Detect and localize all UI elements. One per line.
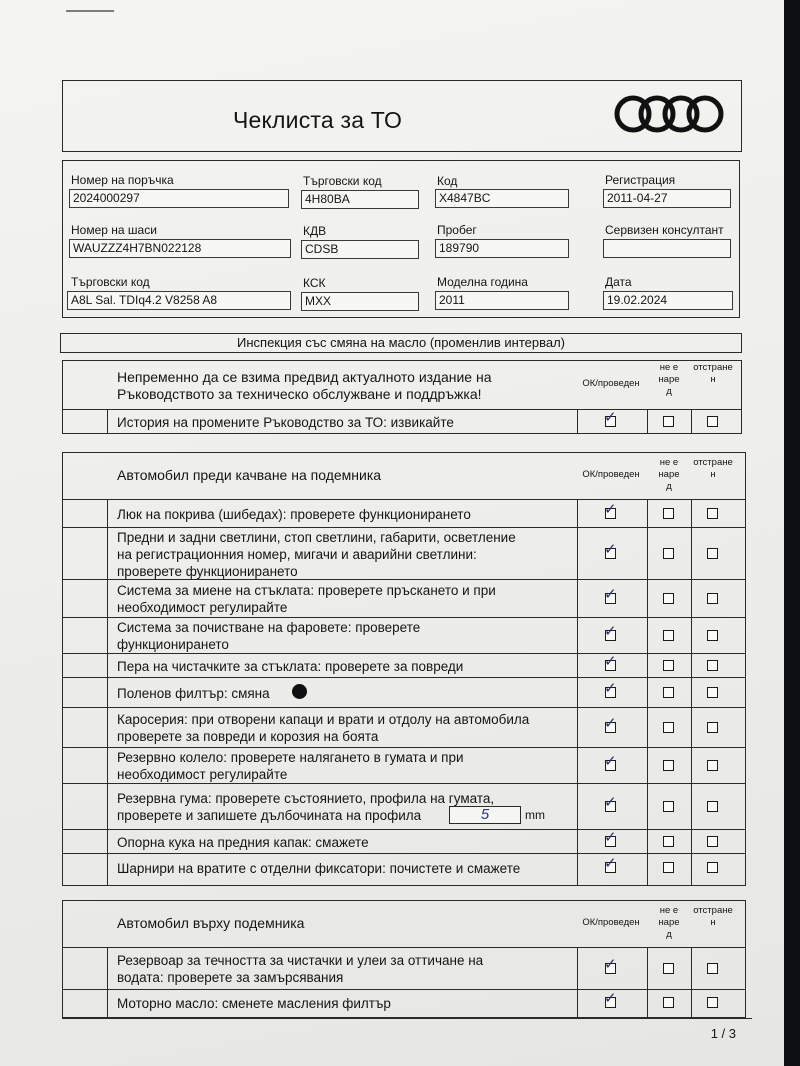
table-row <box>63 947 745 990</box>
not-done-checkbox[interactable] <box>663 722 674 733</box>
page-number: 1 / 3 <box>710 1026 736 1041</box>
column-fixed-header: отстране н <box>693 905 733 928</box>
fixed-checkbox[interactable] <box>707 548 718 559</box>
not-done-checkbox[interactable] <box>663 660 674 671</box>
footer-divider <box>62 1018 752 1019</box>
column-ok-header: ОК/проведен <box>582 378 640 389</box>
date-value: 19.02.2024 <box>603 291 733 310</box>
table-header-text: Непременно да се взима предвид актуалното издание на Ръководството за техническо обслужване и поддръжка! <box>117 369 492 402</box>
fixed-checkbox[interactable] <box>707 760 718 771</box>
fixed-checkbox[interactable] <box>707 630 718 641</box>
check-mark: ✓ <box>604 585 617 603</box>
ok-checkbox[interactable] <box>604 585 617 604</box>
not-done-checkbox[interactable] <box>663 801 674 812</box>
ok-checkbox[interactable] <box>604 679 617 698</box>
not-done-checkbox[interactable] <box>663 862 674 873</box>
check-mark: ✓ <box>604 989 617 1007</box>
table-header-text: Автомобил върху подемника <box>117 915 305 931</box>
column-divider <box>107 409 108 433</box>
not-done-checkbox[interactable] <box>663 836 674 847</box>
column-divider <box>647 947 648 1017</box>
fixed-checkbox[interactable] <box>707 593 718 604</box>
not-done-checkbox[interactable] <box>663 997 674 1008</box>
check-mark: ✓ <box>604 540 617 558</box>
column-fixed-header: отстране н <box>693 362 733 385</box>
trade-code-value: 4H80BA <box>301 190 419 209</box>
fixed-checkbox[interactable] <box>707 416 718 427</box>
column-divider <box>691 409 692 433</box>
not-done-checkbox[interactable] <box>663 548 674 559</box>
inspection-title: Инспекция със смяна на масло (променлив интервал) <box>60 333 742 353</box>
table-header-text: Автомобил преди качване на подемника <box>117 467 382 483</box>
registration-value: 2011-04-27 <box>603 189 731 208</box>
ksk-value: MXX <box>301 292 419 311</box>
row-text: Резервно колело: проверете налягането в гумата и при необходимост регулирайте <box>117 750 464 782</box>
code-value: X4847BC <box>435 189 569 208</box>
check-mark: ✓ <box>604 408 617 426</box>
check-mark: ✓ <box>604 714 617 732</box>
mileage-value: 189790 <box>435 239 569 258</box>
tread-depth-input[interactable]: 5 <box>449 806 521 824</box>
column-divider <box>691 499 692 885</box>
kdv-label: КДВ <box>303 224 327 238</box>
table-row <box>63 527 745 580</box>
ok-checkbox[interactable] <box>604 652 617 671</box>
registration-label: Регистрация <box>605 173 676 187</box>
table-row <box>63 653 745 678</box>
table-row <box>63 747 745 784</box>
row-text: Опорна кука на предния капак: смажете <box>117 834 369 850</box>
check-mark: ✓ <box>604 500 617 518</box>
model-year-label: Моделна година <box>437 275 528 289</box>
table-row <box>63 677 745 708</box>
row-text: Пера на чистачките за стъклата: проверете за повреди <box>117 658 464 674</box>
row-text: Резервна гума: проверете състоянието, профила на гумата, проверете и запишете дълбочината на профила <box>117 791 495 823</box>
ok-checkbox[interactable] <box>604 408 617 427</box>
kdv-value: CDSB <box>301 240 419 259</box>
not-done-checkbox[interactable] <box>663 508 674 519</box>
ok-checkbox[interactable] <box>604 828 617 847</box>
check-mark: ✓ <box>604 679 617 697</box>
row-text: Система за почистване на фаровете: проверете функционирането <box>117 620 421 652</box>
chassis-value: WAUZZZ4H7BN022128 <box>69 239 291 258</box>
table-row <box>63 409 741 434</box>
row-text: История на промените Ръководство за ТО: извикайте <box>117 414 454 430</box>
trade-code2-label: Търговски код <box>71 275 150 289</box>
audi-rings-logo <box>611 93 727 135</box>
column-divider <box>577 947 578 1017</box>
check-mark: ✓ <box>604 652 617 670</box>
row-text: Шарнири на вратите с отделни фиксатори: почистете и смажете <box>117 860 521 876</box>
ok-checkbox[interactable] <box>604 752 617 771</box>
tread-depth-unit: mm <box>525 808 545 822</box>
table-row <box>63 829 745 854</box>
column-not-done-header: не е наре д <box>658 362 680 397</box>
consultant-value <box>603 239 731 258</box>
vehicle-info-box <box>62 160 740 318</box>
column-divider <box>647 499 648 885</box>
table-row <box>63 579 745 618</box>
column-not-done-header: не е наре д <box>658 457 680 492</box>
check-mark: ✓ <box>604 622 617 640</box>
table-header <box>63 361 741 409</box>
model-year-value: 2011 <box>435 291 569 310</box>
table-row <box>63 783 745 830</box>
row-text: Система за миене на стъклата: проверете пръскането и при необходимост регулирайте <box>117 583 496 615</box>
fixed-checkbox[interactable] <box>707 862 718 873</box>
ok-checkbox[interactable] <box>604 793 617 812</box>
chassis-label: Номер на шаси <box>71 223 157 237</box>
trade-code-label: Търговски код <box>303 174 382 188</box>
fixed-checkbox[interactable] <box>707 687 718 698</box>
order-label: Номер на поръчка <box>71 173 174 187</box>
header-box <box>62 80 742 152</box>
table-row <box>63 853 745 882</box>
order-value: 2024000297 <box>69 189 289 208</box>
row-text: Моторно масло: сменете масления филтър <box>117 995 391 1011</box>
fixed-checkbox[interactable] <box>707 660 718 671</box>
ksk-label: КСК <box>303 276 326 290</box>
fixed-checkbox[interactable] <box>707 997 718 1008</box>
row-text: Люк на покрива (шибедах): проверете функционирането <box>117 506 471 522</box>
row-text: Поленов филтър: смяна <box>117 685 270 701</box>
check-mark: ✓ <box>604 955 617 973</box>
not-done-checkbox[interactable] <box>663 963 674 974</box>
column-ok-header: ОК/проведен <box>582 917 640 928</box>
corner-mark <box>66 10 114 12</box>
ok-checkbox[interactable] <box>604 500 617 519</box>
table-row <box>63 707 745 748</box>
ok-checkbox[interactable] <box>604 989 617 1008</box>
column-divider <box>647 409 648 433</box>
manual-notice-table <box>62 360 742 434</box>
pre-lift-table <box>62 452 746 886</box>
table-row <box>63 989 745 1016</box>
not-done-checkbox[interactable] <box>663 630 674 641</box>
marker-dot <box>292 684 307 699</box>
row-text: Резервоар за течността за чистачки и улеи за оттичане на водата: проверете за замърсявания <box>117 953 484 985</box>
code-label: Код <box>437 174 458 188</box>
column-divider <box>107 499 108 885</box>
trade-code2-value: A8L Sal. TDIq4.2 V8258 A8 <box>67 291 291 310</box>
not-done-checkbox[interactable] <box>663 687 674 698</box>
ok-checkbox[interactable] <box>604 622 617 641</box>
column-fixed-header: отстране н <box>693 457 733 480</box>
column-divider <box>577 409 578 433</box>
mileage-label: Пробег <box>437 223 477 237</box>
column-not-done-header: не е наре д <box>658 905 680 940</box>
row-text: Каросерия: при отворени капаци и врати и отдолу на автомобила проверете за повреди и корозия на боята <box>117 712 530 744</box>
ok-checkbox[interactable] <box>604 854 617 873</box>
fixed-checkbox[interactable] <box>707 963 718 974</box>
check-mark: ✓ <box>604 793 617 811</box>
consultant-label: Сервизен консултант <box>605 223 724 237</box>
check-mark: ✓ <box>604 854 617 872</box>
table-row <box>63 499 745 528</box>
column-divider <box>691 947 692 1017</box>
fixed-checkbox[interactable] <box>707 722 718 733</box>
on-lift-table <box>62 900 746 1018</box>
check-mark: ✓ <box>604 752 617 770</box>
fixed-checkbox[interactable] <box>707 508 718 519</box>
not-done-checkbox[interactable] <box>663 760 674 771</box>
ok-checkbox[interactable] <box>604 540 617 559</box>
page-title: Чеклиста за ТО <box>233 107 403 133</box>
not-done-checkbox[interactable] <box>663 593 674 604</box>
fixed-checkbox[interactable] <box>707 801 718 812</box>
date-label: Дата <box>605 275 632 289</box>
ok-checkbox[interactable] <box>604 955 617 974</box>
ok-checkbox[interactable] <box>604 714 617 733</box>
column-divider <box>577 499 578 885</box>
row-text: Предни и задни светлини, стоп светлини, габарити, осветление на регистрационния номер, мигачи и аварийни светлини: проверете функционирането <box>117 530 516 579</box>
table-row <box>63 617 745 654</box>
column-ok-header: ОК/проведен <box>582 469 640 480</box>
not-done-checkbox[interactable] <box>663 416 674 427</box>
column-divider <box>107 947 108 1017</box>
table-header <box>63 453 745 499</box>
check-mark: ✓ <box>604 828 617 846</box>
fixed-checkbox[interactable] <box>707 836 718 847</box>
table-header <box>63 901 745 947</box>
